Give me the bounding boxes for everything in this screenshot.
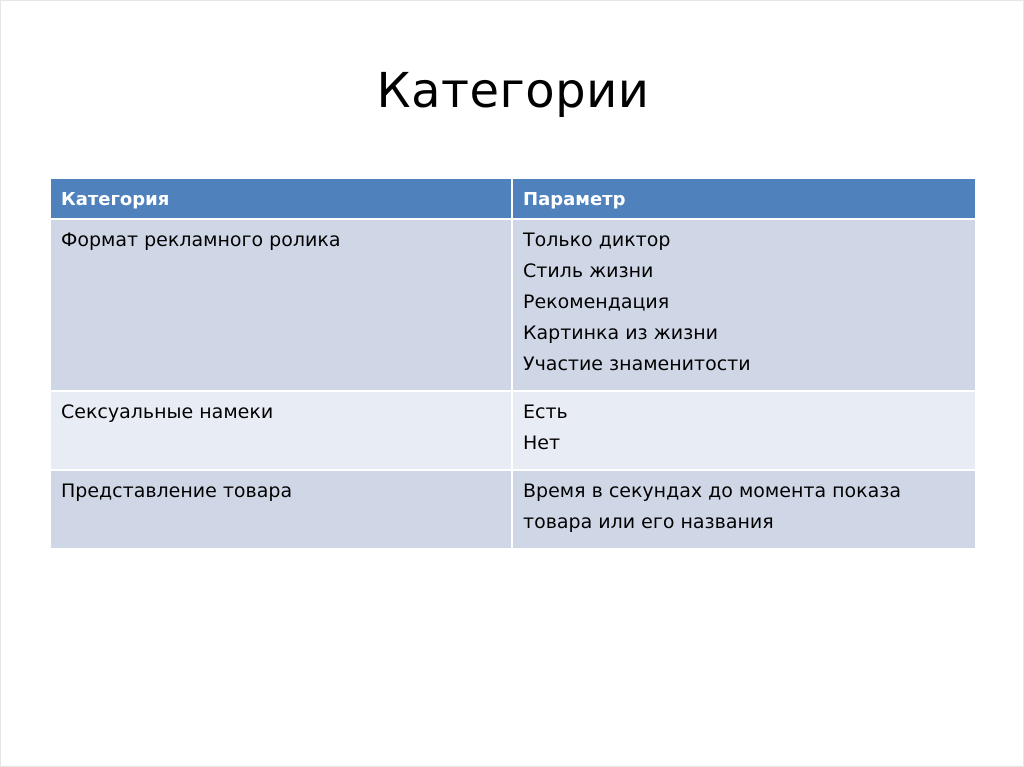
parameter-item: Есть: [523, 401, 568, 423]
parameter-item: Только диктор: [523, 229, 671, 251]
parameter-item: Стиль жизни: [523, 260, 654, 282]
category-text: Представление товара: [61, 480, 293, 502]
parameter-cell: [513, 392, 975, 471]
category-cell: [51, 392, 513, 471]
category-text: Сексуальные намеки: [61, 401, 274, 423]
parameter-item: Время в секундах до момента показа: [523, 480, 902, 502]
table-row: [51, 392, 975, 471]
header-category: Категория: [51, 179, 513, 220]
parameter-item: Участие знаменитости: [523, 353, 751, 375]
table-row: [51, 220, 975, 392]
category-text: Формат рекламного ролика: [61, 229, 341, 251]
slide-title: Категории: [376, 63, 650, 119]
table-header-row: [51, 179, 975, 220]
category-cell: [51, 220, 513, 392]
categories-table: [51, 179, 975, 550]
table-row: [51, 471, 975, 550]
parameter-item: Картинка из жизни: [523, 322, 719, 344]
header-parameter: Параметр: [513, 179, 975, 220]
parameter-cell: [513, 220, 975, 392]
parameter-item: товара или его названия: [523, 511, 774, 533]
parameter-item: Нет: [523, 432, 561, 454]
category-cell: [51, 471, 513, 550]
parameter-cell: [513, 471, 975, 550]
parameter-item: Рекомендация: [523, 291, 670, 313]
